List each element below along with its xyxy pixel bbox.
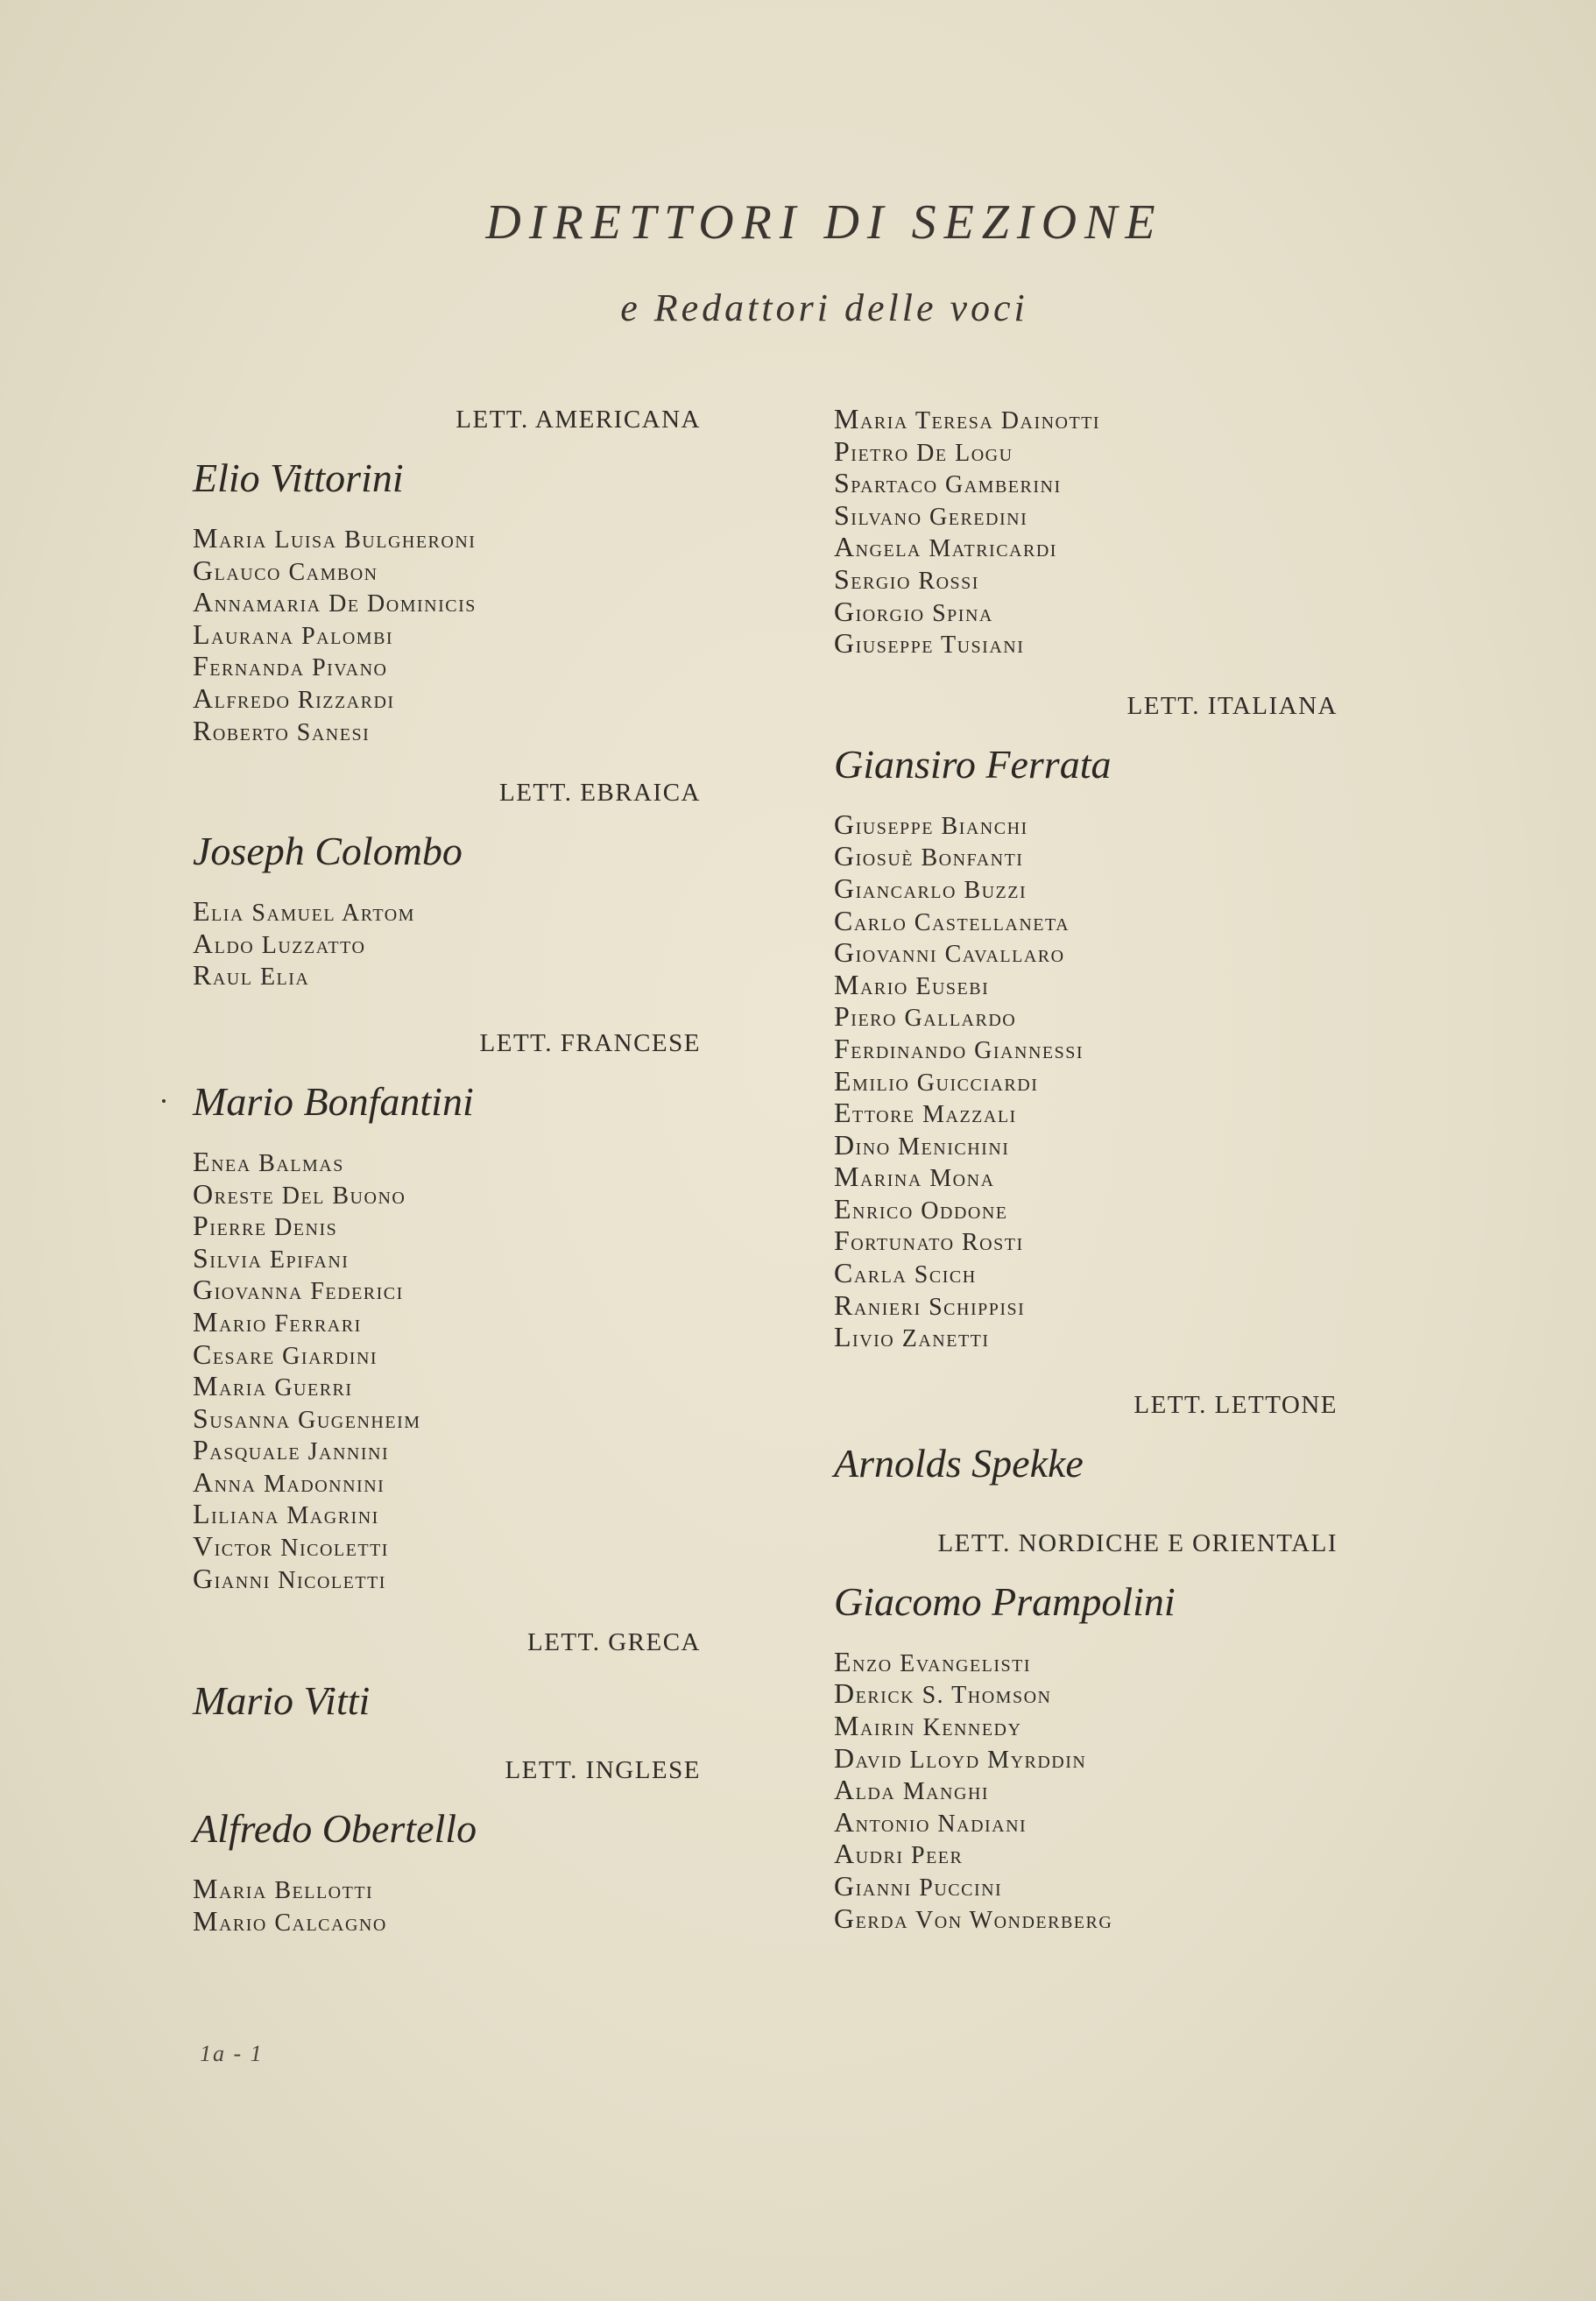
section-lettone: [834, 1388, 1338, 1488]
editor-name: Liliana Magrini: [193, 1498, 379, 1530]
editor-name: Pierre Denis: [193, 1210, 338, 1242]
editor-list-continued: [834, 403, 1338, 660]
section-label: LETT. GRECA: [527, 1628, 701, 1657]
section-label: LETT. EBRAICA: [499, 779, 701, 808]
page-folio: 1a - 1: [200, 2041, 264, 2066]
editor-name: Giuseppe Bianchi: [834, 808, 1028, 840]
editor-name: Alda Manghi: [834, 1774, 990, 1806]
page-title: DIRETTORI DI SEZIONE: [485, 195, 1163, 250]
section-inglese: [193, 1754, 701, 1937]
section-director: Arnolds Spekke: [834, 1440, 1084, 1486]
editor-list: [834, 1646, 1338, 1934]
editor-name: Mario Eusebi: [834, 968, 990, 1000]
editor-name: Giancarlo Buzzi: [834, 872, 1028, 904]
editor-name: Angela Matricardi: [834, 531, 1057, 563]
editor-name: Roberto Sanesi: [193, 714, 371, 746]
section-director: Giansiro Ferrata: [834, 741, 1112, 787]
editor-name: Carla Scich: [834, 1257, 977, 1289]
editor-name: Annamaria De Dominicis: [193, 586, 477, 618]
section-label: LETT. INGLESE: [505, 1756, 701, 1785]
editor-list: [193, 895, 701, 992]
right-column: [834, 403, 1338, 1934]
editor-name: Oreste Del Buono: [193, 1177, 406, 1210]
section-greca: [193, 1626, 701, 1726]
editor-name: Alfredo Rizzardi: [193, 681, 395, 714]
editor-name: Gianni Nicoletti: [193, 1562, 386, 1594]
section-director: Joseph Colombo: [193, 829, 463, 874]
editor-name: Glauco Cambon: [193, 554, 378, 586]
editor-name: Mairin Kennedy: [834, 1710, 1022, 1742]
editor-name: Silvia Epifani: [193, 1241, 350, 1274]
editor-name: Sergio Rossi: [834, 562, 979, 595]
section-director: Mario Vitti: [193, 1678, 371, 1724]
editor-name: Raul Elia: [193, 959, 310, 992]
editor-name: Ranieri Schippisi: [834, 1288, 1026, 1321]
editor-name: Livio Zanetti: [834, 1321, 990, 1353]
editor-name: Fortunato Rosti: [834, 1225, 1024, 1257]
editor-name: Susanna Gugenheim: [193, 1401, 421, 1434]
editor-name: Giovanna Federici: [193, 1274, 404, 1306]
stray-mark: [162, 1099, 166, 1103]
section-label: LETT. NORDICHE E ORIENTALI: [937, 1528, 1338, 1557]
editor-list: [834, 808, 1338, 1353]
section-francese: [193, 1027, 701, 1594]
section-label: LETT. FRANCESE: [479, 1028, 701, 1057]
section-nordiche: [834, 1527, 1338, 1934]
editor-name: Giorgio Spina: [834, 595, 993, 627]
editor-name: Gianni Puccini: [834, 1870, 1003, 1902]
editor-name: Ferdinando Giannessi: [834, 1032, 1084, 1064]
editor-name: Gerda Von Wonderberg: [834, 1902, 1113, 1934]
editor-name: Derick S. Thomson: [834, 1677, 1052, 1710]
editor-name: Elia Samuel Artom: [193, 895, 415, 928]
editor-name: Pietro De Logu: [834, 434, 1013, 467]
section-italiana: [834, 689, 1338, 1353]
editor-name: Silvano Geredini: [834, 498, 1028, 531]
editor-name: Cesare Giardini: [193, 1338, 378, 1370]
section-label: LETT. ITALIANA: [1126, 691, 1338, 720]
section-americana: [193, 403, 701, 746]
editor-list: [193, 1146, 701, 1594]
editor-name: Pasquale Jannini: [193, 1434, 390, 1466]
editor-name: Audri Peer: [834, 1838, 964, 1870]
left-column: [193, 403, 701, 1937]
section-director: Giacomo Prampolini: [834, 1578, 1176, 1624]
editor-name: Enzo Evangelisti: [834, 1645, 1032, 1677]
editor-name: Emilio Guicciardi: [834, 1064, 1039, 1097]
editor-list: [193, 522, 701, 746]
editor-name: Spartaco Gamberini: [834, 467, 1062, 499]
editor-name: Giosuè Bonfanti: [834, 840, 1024, 872]
editor-name: Ettore Mazzali: [834, 1097, 1017, 1129]
editor-name: Mario Ferrari: [193, 1305, 362, 1338]
section-label: LETT. AMERICANA: [455, 406, 701, 434]
editor-name: Mario Calcagno: [193, 1904, 387, 1937]
editor-name: Maria Guerri: [193, 1370, 353, 1402]
editor-name: Carlo Castellaneta: [834, 904, 1070, 936]
editor-name: Enea Balmas: [193, 1145, 344, 1177]
section-director: Mario Bonfantini: [193, 1078, 474, 1124]
editor-name: Maria Luisa Bulgheroni: [193, 522, 477, 554]
editor-name: Dino Menichini: [834, 1128, 1010, 1161]
editor-name: Aldo Luzzatto: [193, 927, 366, 959]
editor-name: Giovanni Cavallaro: [834, 936, 1065, 969]
section-ebraica: [193, 776, 701, 992]
editor-name: Maria Teresa Dainotti: [834, 403, 1101, 434]
editor-name: Antonio Nadiani: [834, 1805, 1028, 1838]
editor-name: Fernanda Pivano: [193, 650, 388, 682]
editor-name: Maria Bellotti: [193, 1873, 374, 1905]
section-label: LETT. LETTONE: [1133, 1390, 1338, 1419]
page-subtitle: e Redattori delle voci: [620, 286, 1028, 329]
editor-name: Enrico Oddone: [834, 1192, 1008, 1225]
editor-name: Piero Gallardo: [834, 1000, 1017, 1033]
editor-list: [193, 1873, 701, 1937]
editor-name: Marina Mona: [834, 1161, 995, 1193]
editor-name: David Lloyd Myrddin: [834, 1741, 1087, 1774]
editor-name: Anna Madonnini: [193, 1465, 385, 1498]
section-director: Alfredo Obertello: [193, 1806, 477, 1852]
editor-name: Giuseppe Tusiani: [834, 627, 1025, 660]
editor-name: Victor Nicoletti: [193, 1530, 389, 1563]
editor-name: Laurana Palombi: [193, 618, 394, 650]
section-director: Elio Vittorini: [193, 455, 404, 500]
